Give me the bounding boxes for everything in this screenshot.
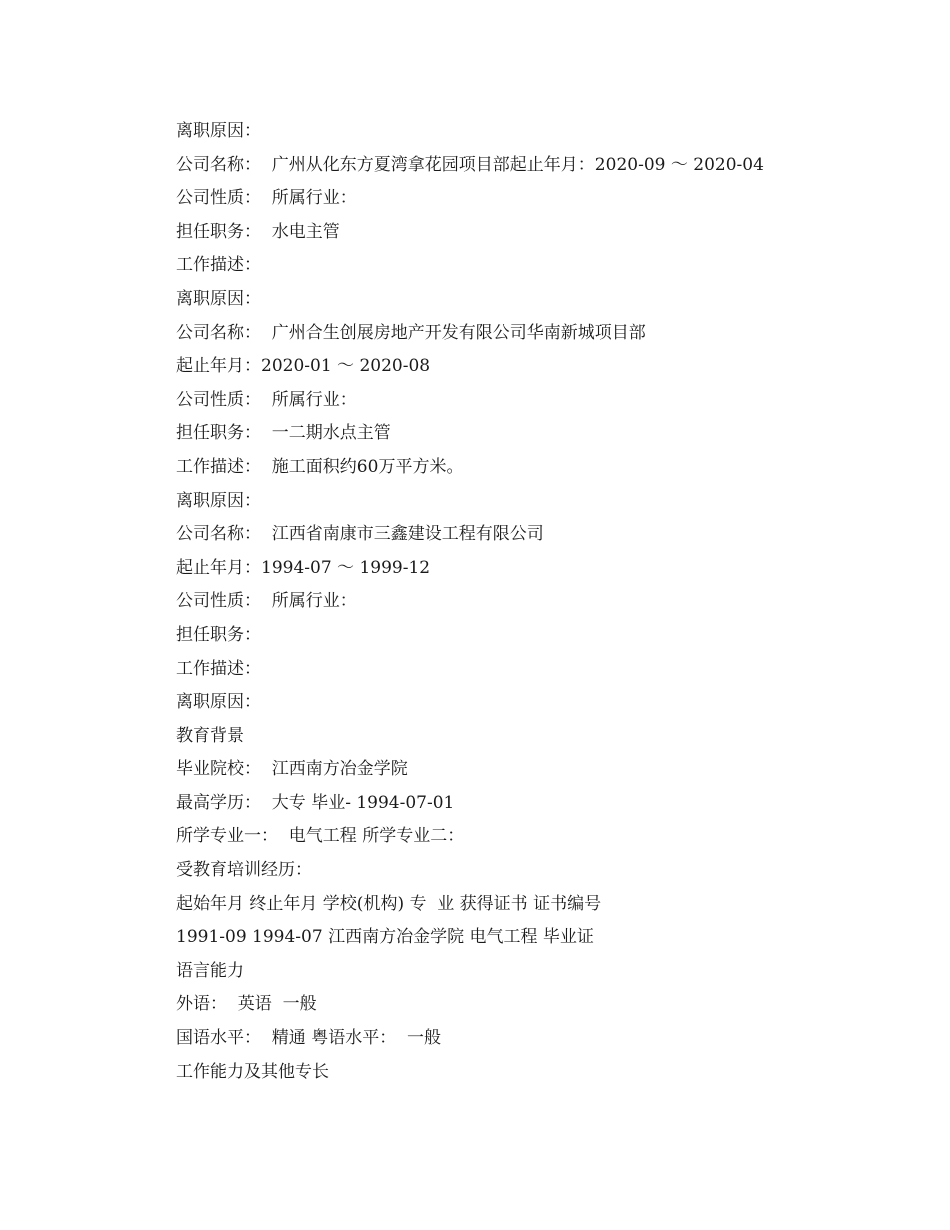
position-line-1: 担任职务： 水电主管: [176, 221, 340, 242]
training-table-header: 起始年月 终止年月 学校(机构) 专 业 获得证书 证书编号: [176, 893, 602, 914]
job-description-line-1: 工作描述：: [176, 255, 261, 276]
language-section-heading: 语言能力: [176, 960, 244, 981]
company-name-line-3: 公司名称： 江西省南康市三鑫建设工程有限公司: [176, 524, 544, 545]
graduate-school-line: 毕业院校： 江西南方冶金学院: [176, 759, 408, 780]
training-heading: 受教育培训经历：: [176, 860, 312, 881]
foreign-language-line: 外语： 英语 一般: [176, 994, 317, 1015]
position-line-2: 担任职务： 一二期水点主管: [176, 423, 391, 444]
company-type-line-1: 公司性质： 所属行业：: [176, 188, 357, 209]
document-page: [176, 118, 876, 1092]
position-line-3: 担任职务：: [176, 624, 261, 645]
job-description-line-2: 工作描述： 施工面积约60万平方米。: [176, 456, 464, 477]
company-name-line-2: 公司名称： 广州合生创展房地产开发有限公司华南新城项目部: [176, 322, 646, 343]
company-type-line-3: 公司性质： 所属行业：: [176, 591, 357, 612]
company-type-line-2: 公司性质： 所属行业：: [176, 389, 357, 410]
job-description-line-3: 工作描述：: [176, 658, 261, 679]
mandarin-cantonese-line: 国语水平： 精通 粤语水平： 一般: [176, 1028, 442, 1049]
period-line-3: 起止年月：1994-07 ～ 1999-12: [176, 557, 431, 578]
education-section-heading: 教育背景: [176, 725, 244, 746]
training-table-row: 1991-09 1994-07 江西南方冶金学院 电气工程 毕业证: [176, 927, 594, 948]
resign-reason-line-2: 离职原因：: [176, 288, 261, 309]
major-line: 所学专业一： 电气工程 所学专业二：: [176, 826, 465, 847]
resign-reason-line-1: 离职原因：: [176, 121, 261, 141]
resign-reason-line-3: 离职原因：: [176, 490, 261, 511]
company-name-line-1: 公司名称： 广州从化东方夏湾拿花园项目部起止年月：2020-09 ～ 2020-04: [176, 154, 764, 175]
skills-section-heading: 工作能力及其他专长: [176, 1061, 329, 1082]
resign-reason-line-4: 离职原因：: [176, 692, 261, 713]
highest-degree-line: 最高学历： 大专 毕业- 1994-07-01: [176, 792, 455, 813]
period-line-2: 起止年月：2020-01 ～ 2020-08: [176, 356, 431, 377]
